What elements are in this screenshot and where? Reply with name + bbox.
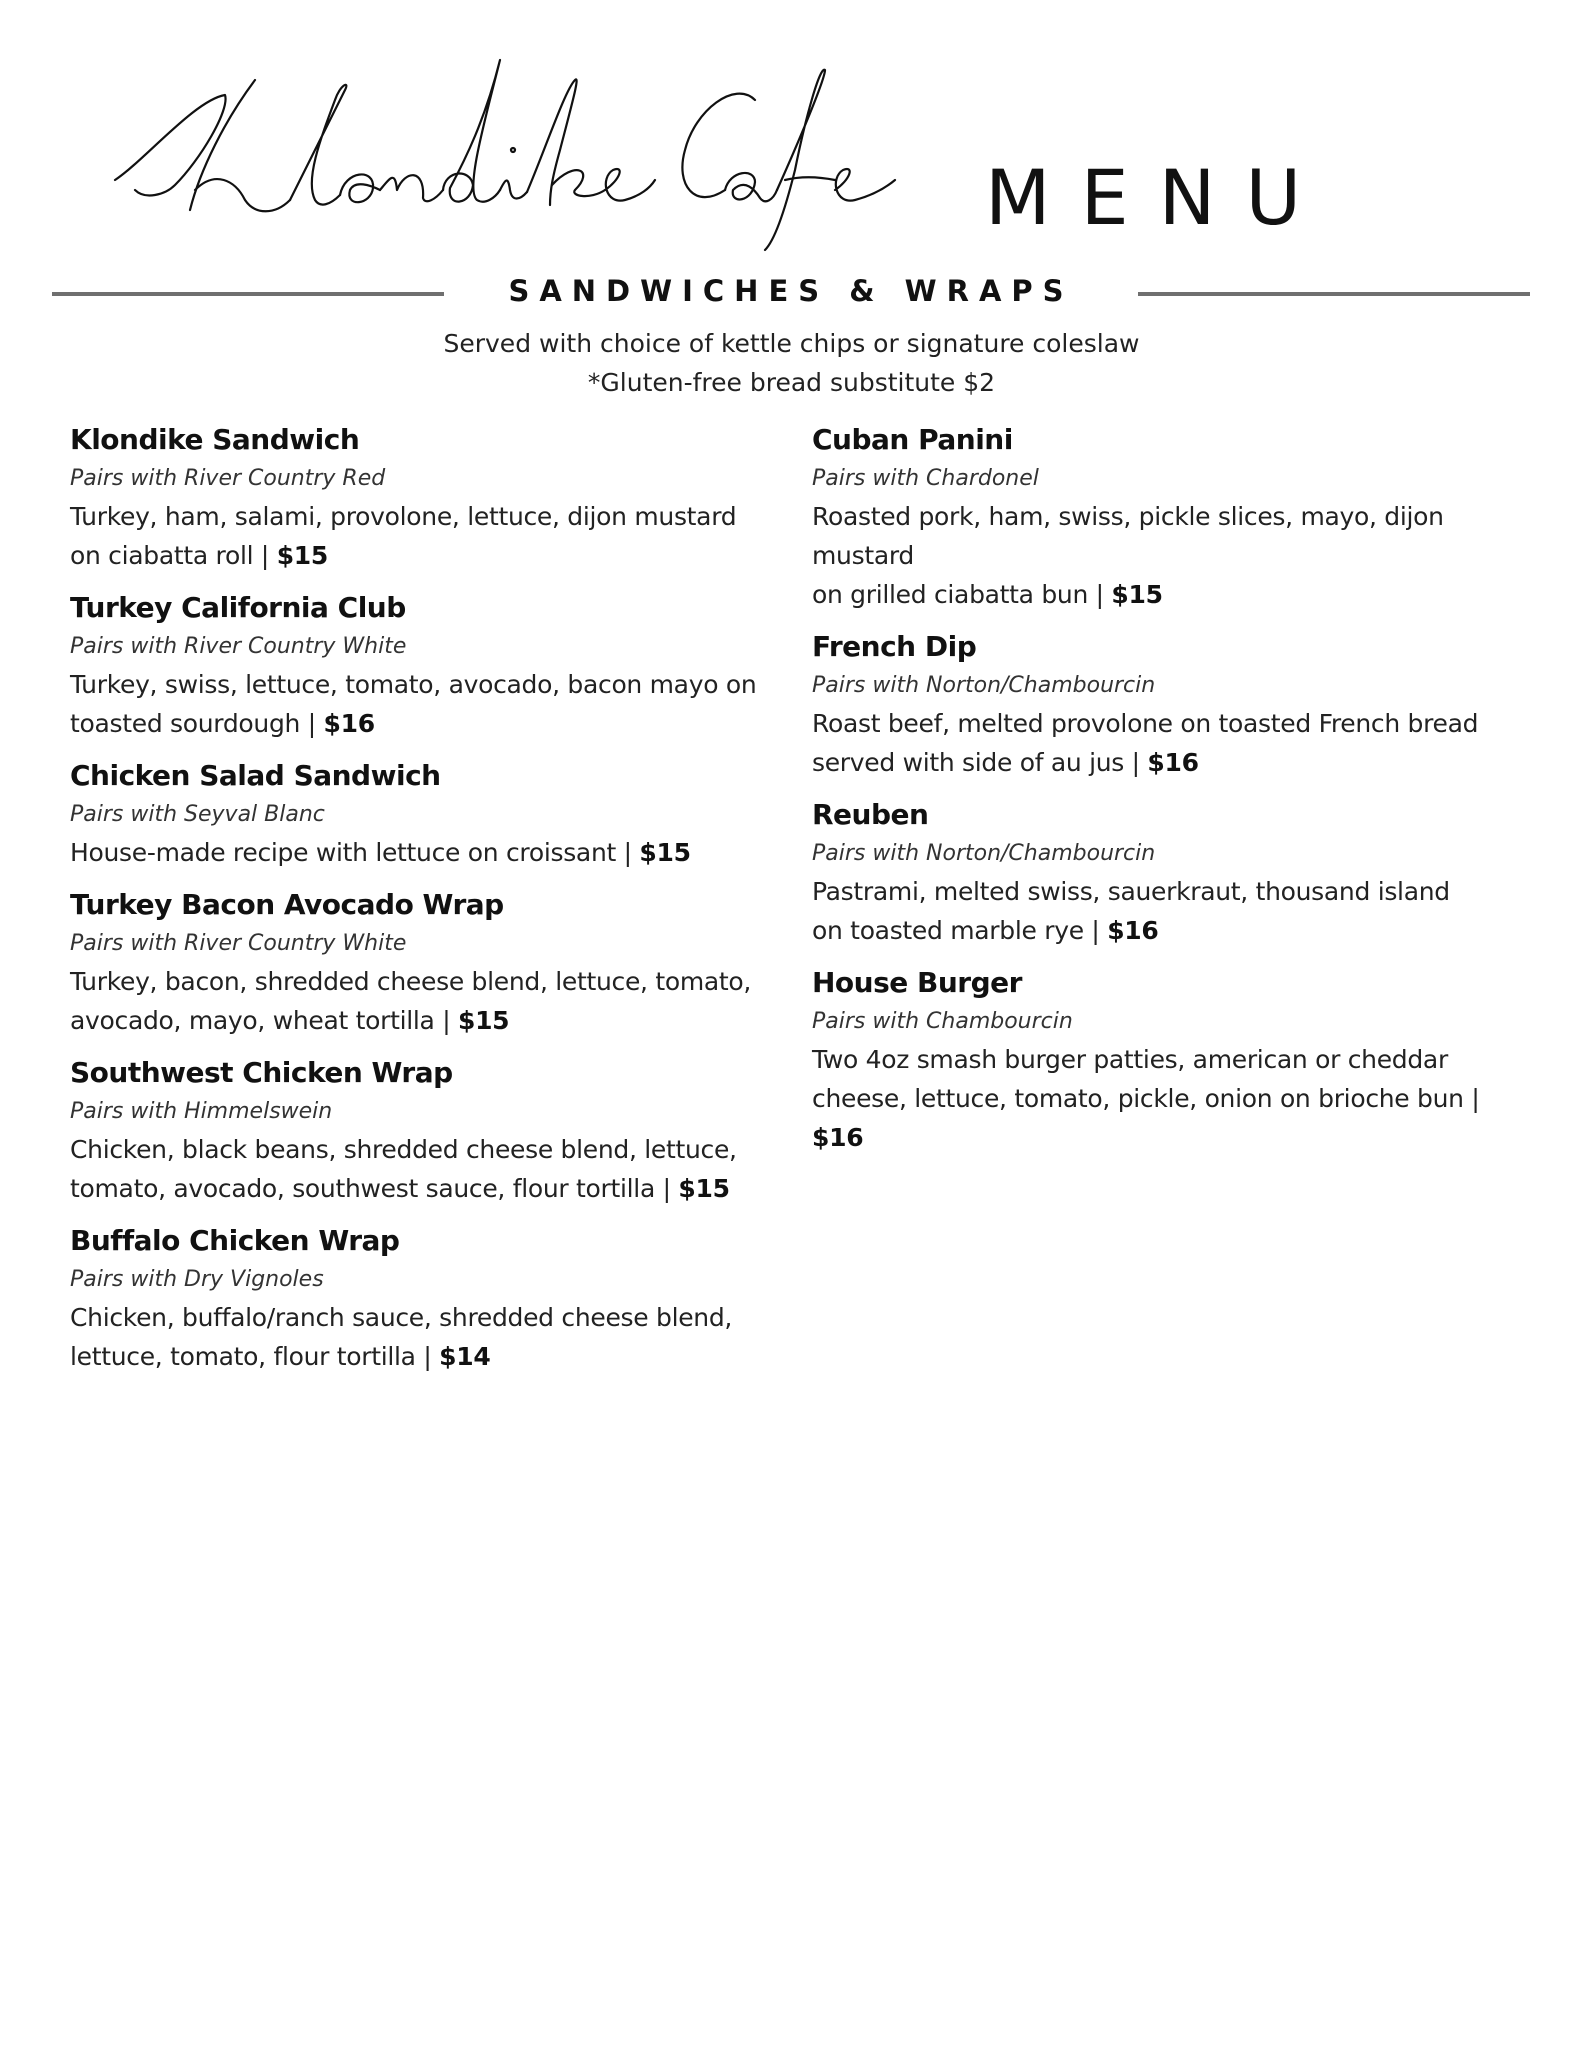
menu-item — [70, 1053, 770, 1208]
menu-item-description-text: tomato, avocado, southwest sauce, flour tortilla | — [70, 1174, 679, 1203]
menu-item-description — [812, 1079, 1532, 1157]
menu-item-description-text: Turkey, bacon, shredded cheese blend, lettuce, tomato, — [70, 967, 752, 996]
left-menu-column — [70, 420, 770, 1389]
menu-item-name: Buffalo Chicken Wrap — [70, 1224, 400, 1257]
menu-item-description — [70, 1298, 770, 1337]
menu-item-name: Turkey California Club — [70, 591, 406, 624]
menu-item-price: $15 — [1111, 580, 1163, 609]
menu-item-description-text: Chicken, buffalo/ranch sauce, shredded cheese blend, — [70, 1303, 733, 1332]
menu-item — [812, 627, 1532, 782]
menu-item — [812, 963, 1532, 1157]
menu-item-pairing: Pairs with River Country Red — [70, 466, 386, 491]
menu-item-pairing: Pairs with River Country White — [70, 931, 407, 956]
menu-item — [70, 588, 770, 743]
menu-item-name: Cuban Panini — [812, 423, 1013, 456]
menu-item-pairing: Pairs with Norton/Chambourcin — [812, 673, 1156, 698]
menu-item — [70, 420, 770, 575]
menu-item-description — [812, 743, 1532, 782]
menu-item-description — [812, 1040, 1532, 1079]
menu-item-pairing: Pairs with Chambourcin — [812, 1009, 1073, 1034]
menu-item-description — [812, 872, 1532, 911]
menu-item-pairing: Pairs with Himmelswein — [70, 1099, 333, 1124]
menu-item-description — [70, 1169, 770, 1208]
right-menu-column — [812, 420, 1532, 1170]
menu-item-description — [70, 536, 770, 575]
menu-item-name: Reuben — [812, 798, 929, 831]
menu-item-description — [70, 1130, 770, 1169]
menu-item-name: House Burger — [812, 966, 1022, 999]
menu-item-pairing: Pairs with Norton/Chambourcin — [812, 841, 1156, 866]
menu-item-name: Chicken Salad Sandwich — [70, 759, 441, 792]
menu-item — [70, 885, 770, 1040]
menu-item-description — [70, 833, 770, 872]
cafe-logo — [105, 40, 905, 255]
menu-item-price: $16 — [812, 1123, 864, 1152]
menu-item-description-text: on ciabatta roll | — [70, 541, 277, 570]
menu-item-description-text: served with side of au jus | — [812, 748, 1148, 777]
menu-item-description-text: Turkey, ham, salami, provolone, lettuce, dijon mustard — [70, 502, 737, 531]
menu-item-description — [812, 704, 1532, 743]
menu-title: MENU — [985, 153, 1332, 242]
menu-item-name: Klondike Sandwich — [70, 423, 360, 456]
menu-item-name: Southwest Chicken Wrap — [70, 1056, 453, 1089]
menu-item-pairing: Pairs with River Country White — [70, 634, 407, 659]
menu-item-description — [70, 497, 770, 536]
menu-item-name: French Dip — [812, 630, 977, 663]
menu-item-description-text: Pastrami, melted swiss, sauerkraut, thousand island — [812, 877, 1450, 906]
menu-item-description — [70, 1337, 770, 1376]
menu-item-price: $14 — [439, 1342, 491, 1371]
menu-item-description-text: Chicken, black beans, shredded cheese blend, lettuce, — [70, 1135, 737, 1164]
menu-item — [812, 420, 1532, 614]
menu-item-description — [812, 497, 1532, 575]
menu-item-description — [70, 962, 770, 1001]
menu-item-description — [70, 704, 770, 743]
menu-item — [812, 795, 1532, 950]
menu-item-description — [70, 665, 770, 704]
menu-item-description-text: Roasted pork, ham, swiss, pickle slices, mayo, dijon mustard — [812, 502, 1444, 570]
menu-item-description-text: cheese, lettuce, tomato, pickle, onion on brioche bun | — [812, 1084, 1480, 1113]
section-subtitle: Served with choice of kettle chips or signature coleslaw — [443, 329, 1140, 358]
menu-item-price: $15 — [276, 541, 328, 570]
section-note: *Gluten-free bread substitute $2 — [587, 368, 996, 397]
menu-item-name: Turkey Bacon Avocado Wrap — [70, 888, 504, 921]
menu-item-description-text: House-made recipe with lettuce on croissant | — [70, 838, 640, 867]
menu-item-description — [812, 575, 1532, 614]
menu-item-price: $15 — [639, 838, 691, 867]
menu-item-price: $15 — [457, 1006, 510, 1035]
menu-item — [70, 756, 770, 872]
menu-item-description-text: Two 4oz smash burger patties, american or cheddar — [812, 1045, 1448, 1074]
divider-right — [1138, 292, 1530, 296]
menu-item-description-text: toasted sourdough | — [70, 709, 324, 738]
divider-left — [52, 292, 444, 296]
menu-item-price: $16 — [1107, 916, 1159, 945]
menu-item-pairing: Pairs with Seyval Blanc — [70, 802, 325, 827]
menu-item-description-text: lettuce, tomato, flour tortilla | — [70, 1342, 440, 1371]
menu-item-price: $16 — [1147, 748, 1199, 777]
menu-item-description-text: Roast beef, melted provolone on toasted French bread — [812, 709, 1479, 738]
menu-item-description-text: on toasted marble rye | — [812, 916, 1108, 945]
menu-item-price: $15 — [678, 1174, 730, 1203]
menu-item-price: $16 — [323, 709, 375, 738]
script-logo-graphic — [105, 40, 905, 255]
menu-item-description-text: Turkey, swiss, lettuce, tomato, avocado, bacon mayo on — [70, 670, 757, 699]
menu-item-description-text: on grilled ciabatta bun | — [812, 580, 1112, 609]
menu-item-description — [812, 911, 1532, 950]
menu-item-description — [70, 1001, 770, 1040]
menu-item — [70, 1221, 770, 1376]
menu-item-pairing: Pairs with Dry Vignoles — [70, 1267, 324, 1292]
menu-item-pairing: Pairs with Chardonel — [812, 466, 1039, 491]
menu-item-description-text: avocado, mayo, wheat tortilla | — [70, 1006, 458, 1035]
section-title: SANDWICHES & WRAPS — [508, 274, 1074, 308]
